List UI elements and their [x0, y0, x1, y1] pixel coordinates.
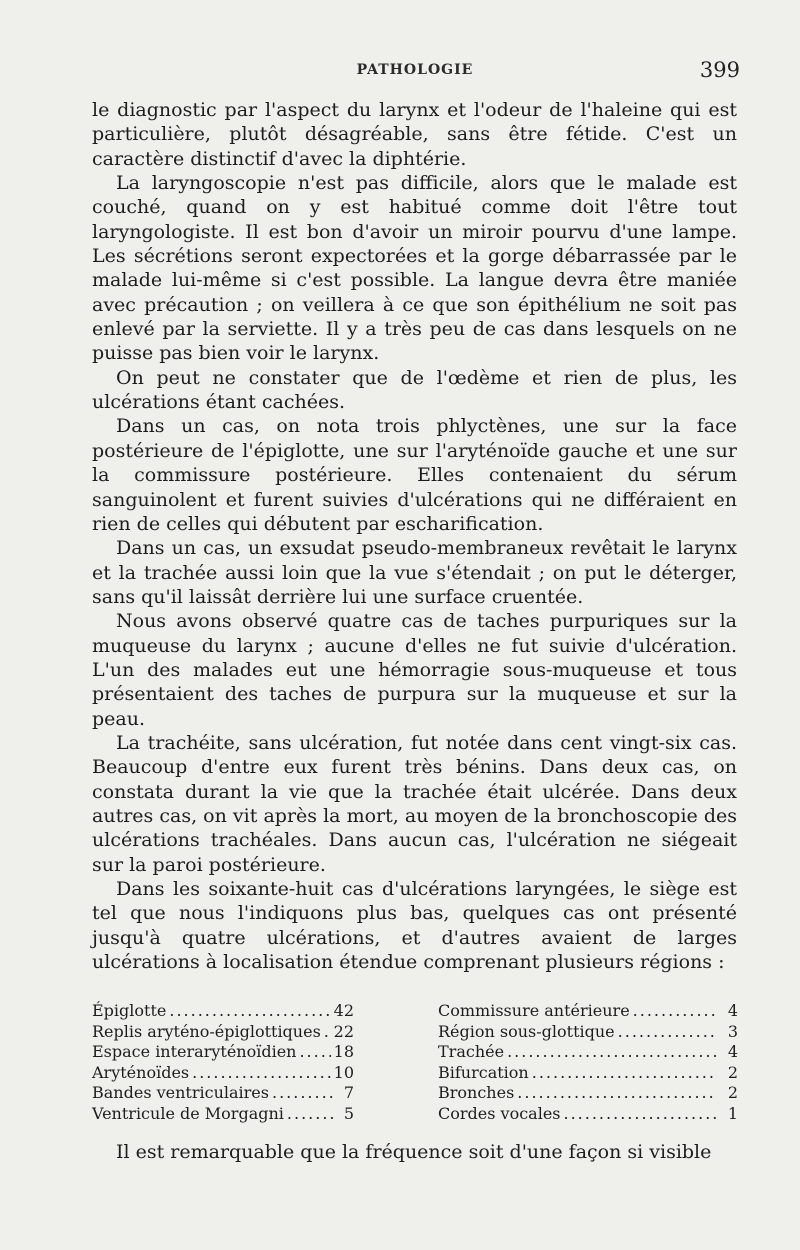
site-count: 2 [727, 1062, 738, 1082]
table-row [438, 1063, 738, 1084]
leader-dots [324, 1022, 331, 1043]
site-label: Cordes vocales [438, 1103, 561, 1123]
site-label: Épiglotte [92, 1001, 167, 1020]
site-count: 18 [333, 1042, 354, 1062]
running-title: PATHOLOGIE [356, 62, 474, 78]
leader-dots [564, 1104, 718, 1125]
table-row [92, 1022, 354, 1043]
table-row [92, 1001, 354, 1022]
site-count: 42 [333, 1001, 354, 1020]
leader-dots [169, 1001, 330, 1022]
site-label: Bandes ventriculaires [92, 1083, 269, 1103]
page-header [90, 58, 740, 90]
paragraph: On peut ne constater que de l'œdème et rien de plus, les ulcérations étant cachées. [92, 366, 737, 414]
site-count: 3 [727, 1021, 738, 1041]
leader-dots [507, 1042, 717, 1063]
site-label: Aryténoïdes [92, 1062, 190, 1082]
table-column-left [92, 1001, 354, 1125]
site-label: Région sous-glottique [438, 1021, 615, 1041]
site-count: 4 [727, 1001, 738, 1020]
page-number: 399 [699, 58, 740, 82]
leader-dots [532, 1063, 717, 1084]
table-column-right [438, 1001, 738, 1125]
closing-line: Il est remarquable que la fréquence soit d'une façon si visible [116, 1141, 712, 1163]
site-count: 10 [333, 1062, 354, 1082]
site-label: Replis aryténo-épiglottiques [92, 1021, 321, 1041]
table-row [92, 1042, 354, 1063]
table-row [92, 1104, 354, 1125]
leader-dots [633, 1001, 717, 1022]
site-count: 7 [343, 1083, 354, 1103]
table-row [438, 1083, 738, 1104]
table-row [92, 1083, 354, 1104]
paragraph: Dans un cas, on nota trois phlyctènes, une sur la face postérieure de l'épiglotte, une sur l'aryténoïde gauche et une sur la commissure postérieure. Elles contenaient du sérum sanguinolent et furent suivies d'ulcérations qui ne différaient en rien de celles qui débutent par escharification. [92, 415, 737, 535]
table-row [438, 1042, 738, 1063]
site-label: Trachée [438, 1042, 505, 1062]
site-label: Bifurcation [438, 1062, 529, 1082]
paragraph: Nous avons observé quatre cas de taches purpuriques sur la muqueuse du larynx ; aucune d'elles ne fut suivie d'ulcération. L'un des malades eut une hémorragie sous-muqueuse et tous présentaient des taches de purpura sur la muqueuse et sur la peau. [92, 610, 737, 730]
body-text [92, 98, 737, 974]
site-count: 4 [727, 1042, 738, 1062]
site-count: 2 [727, 1083, 738, 1103]
leader-dots [192, 1063, 331, 1084]
table-row [438, 1104, 738, 1125]
paragraph: Dans les soixante-huit cas d'ulcérations laryngées, le siège est tel que nous l'indiquons plus bas, quelques cas ont présenté jusqu'à quatre ulcérations, et d'autres avaient de larges ulcérations à localisation étendue comprenant plusieurs régions : [92, 878, 737, 974]
site-label: Ventricule de Morgagni [92, 1103, 284, 1123]
paragraph: le diagnostic par l'aspect du larynx et l'odeur de l'haleine qui est particulière, plutôt désagréable, sans être fétide. C'est un caractère distinctif d'avec la diphtérie. [92, 99, 737, 170]
site-label: Bronches [438, 1083, 515, 1103]
paragraph: La trachéite, sans ulcération, fut notée dans cent vingt-six cas. Beaucoup d'entre eux furent très bénins. Dans deux cas, on constata durant la vie que la trachée était ulcérée. Dans deux autres cas, on vit après la mort, au moyen de la bronchoscopie des ulcérations trachéales. Dans aucun cas, l'ulcération ne siégeait sur la paroi postérieure. [92, 731, 737, 876]
site-count: 1 [727, 1103, 738, 1123]
leader-dots [287, 1104, 333, 1125]
site-count: 22 [333, 1021, 354, 1041]
leader-dots [272, 1083, 333, 1104]
table-row [438, 1022, 738, 1043]
paragraph: La laryngoscopie n'est pas difficile, alors que le malade est couché, quand on y est habitué comme doit l'être tout laryngologiste. Il est bon d'avoir un miroir pourvu d'une lampe. Les sécrétions seront expectorées et la gorge débarrassée par le malade lui-même si c'est possible. La langue devra être maniée avec précaution ; on veillera à ce que son épithélium ne soit pas enlevé par la serviette. Il y a très peu de cas dans lesquels on ne puisse pas bien voir le larynx. [92, 172, 737, 365]
site-label: Espace interaryténoïdien [92, 1042, 297, 1062]
ulceration-site-table [92, 1001, 738, 1125]
leader-dots [299, 1042, 330, 1063]
site-count: 5 [343, 1103, 354, 1123]
leader-dots [517, 1083, 717, 1104]
table-row [438, 1001, 738, 1022]
leader-dots [618, 1022, 717, 1043]
table-row [92, 1063, 354, 1084]
site-label: Commissure antérieure [438, 1001, 630, 1020]
paragraph: Dans un cas, un exsudat pseudo-membraneux revêtait le larynx et la trachée aussi loin que la vue s'étendait ; on put le déterger, sans qu'il laissât derrière lui une surface cruentée. [92, 537, 737, 608]
